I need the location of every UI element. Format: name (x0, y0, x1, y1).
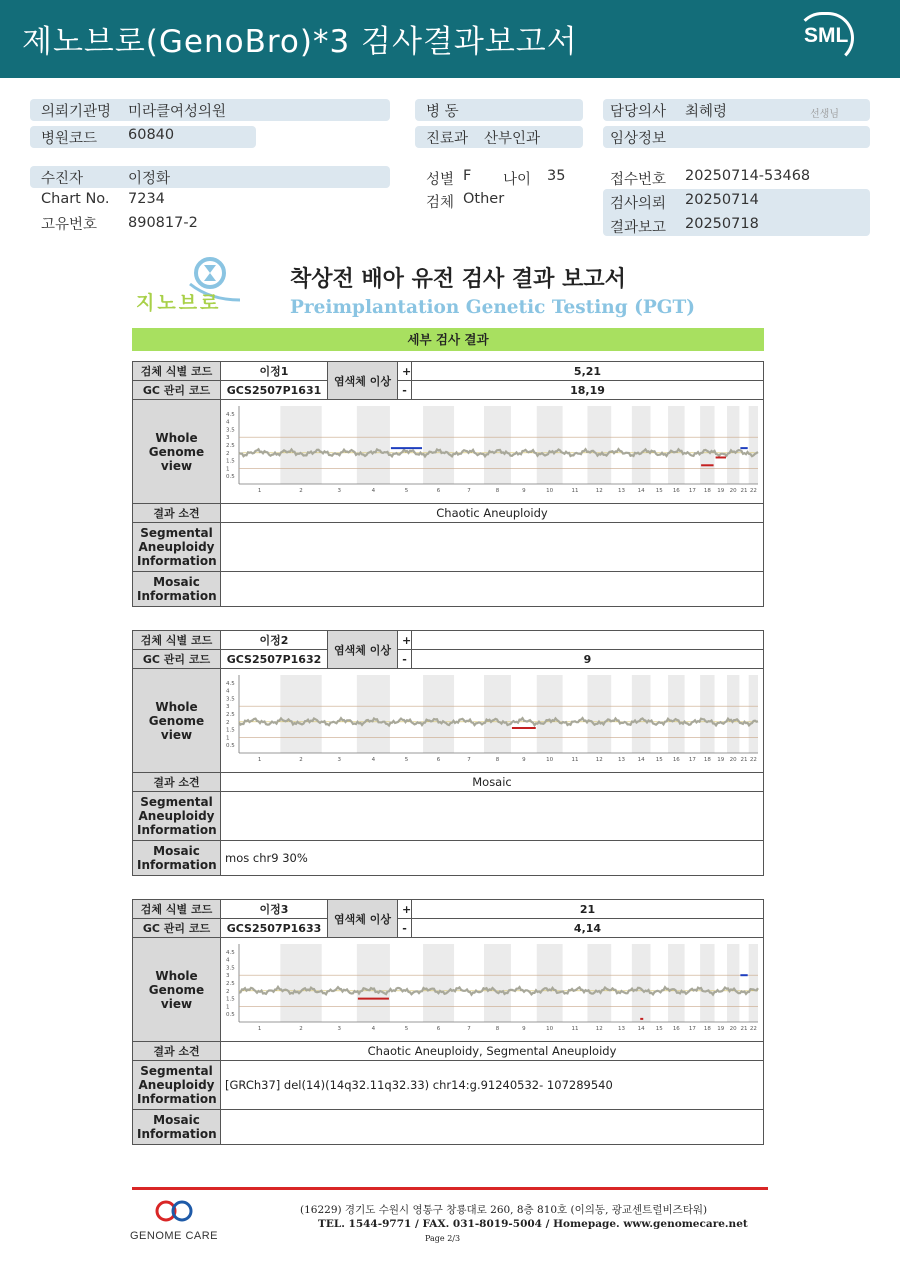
chromosome-band (587, 944, 611, 1022)
x-tick-label: 13 (618, 1026, 626, 1032)
chromosome-band (632, 675, 651, 753)
y-tick-label: 3 (226, 704, 230, 711)
x-tick-label: 18 (703, 1026, 711, 1032)
y-tick-label: 2.5 (226, 981, 235, 987)
chrom-abn-label: 염색체 이상 (328, 900, 398, 938)
receipt-label: 접수번호 (610, 172, 667, 188)
gc-code-value: GCS2507P1632 (221, 650, 328, 669)
x-tick-label: 4 (371, 757, 376, 763)
y-tick-label: 4.5 (226, 949, 235, 956)
x-tick-label: 8 (495, 757, 500, 763)
chromosome-band (700, 406, 714, 484)
chromosome-band (749, 944, 758, 1022)
x-tick-label: 16 (672, 757, 680, 763)
report-value: 20250718 (685, 216, 759, 232)
chromosome-band (727, 944, 739, 1022)
x-tick-label: 7 (467, 488, 471, 494)
x-tick-label: 6 (436, 1026, 441, 1032)
y-tick-label: 1 (226, 735, 230, 742)
chromosome-band (357, 944, 390, 1022)
gc-code-value: GCS2507P1633 (221, 919, 328, 938)
gc-code-label: GC 관리 코드 (133, 381, 221, 400)
chromosome-band (484, 944, 511, 1022)
genobro-logo (134, 256, 249, 320)
chromosome-band (727, 406, 739, 484)
receipt-value: 20250714-53468 (685, 168, 811, 184)
x-tick-label: 1 (257, 757, 262, 763)
mosaic-value (221, 572, 764, 607)
footer-contact: TEL. 1544-9771 / FAX. 031-8019-5004 / Homepage. www.genomecare.net (318, 1218, 748, 1230)
loss-value: 18,19 (412, 381, 764, 400)
chromosome-band (700, 944, 714, 1022)
x-tick-label: 9 (522, 757, 526, 763)
y-tick-label: 4.5 (226, 680, 235, 687)
plus-sign: + (398, 362, 412, 381)
whole-genome-label: Whole Genome view (133, 400, 221, 504)
footer-address: (16229) 경기도 수원시 영통구 창룡대로 260, 8층 810호 (이의동, 광교센트럴비즈타워) (300, 1204, 708, 1216)
x-tick-label: 22 (749, 1026, 757, 1032)
y-tick-label: 3.5 (226, 965, 235, 972)
chromosome-band (537, 944, 563, 1022)
y-tick-label: 3 (226, 435, 230, 442)
chromosome-band (484, 675, 511, 753)
x-tick-label: 18 (703, 757, 711, 763)
x-tick-label: 20 (729, 757, 737, 763)
x-tick-label: 6 (436, 488, 441, 494)
genome-care-logo (130, 1198, 222, 1242)
sample-table-3 (132, 899, 764, 1145)
x-tick-label: 9 (522, 488, 526, 494)
sex-label: 성별 (426, 172, 455, 188)
x-tick-label: 2 (299, 488, 303, 494)
segmental-label: Segmental Aneuploidy Information (133, 1061, 221, 1110)
x-tick-label: 15 (655, 488, 663, 494)
dept-label: 진료과 (426, 131, 469, 147)
result-value: Mosaic (221, 773, 764, 792)
page-number: Page 2/3 (425, 1234, 461, 1243)
y-tick-label: 4 (226, 688, 230, 695)
x-tick-label: 3 (337, 1026, 342, 1032)
section-heading: 세부 검사 결과 (132, 328, 764, 351)
x-tick-label: 13 (618, 757, 626, 763)
x-tick-label: 15 (655, 757, 663, 763)
id-label: 고유번호 (41, 217, 98, 233)
whole-genome-view (221, 938, 764, 1042)
x-tick-label: 8 (495, 488, 500, 494)
sample-code-label: 검체 식별 코드 (133, 900, 221, 919)
gc-code-label: GC 관리 코드 (133, 650, 221, 669)
mosaic-label: Mosaic Information (133, 572, 221, 607)
segmental-label: Segmental Aneuploidy Information (133, 792, 221, 841)
result-value: Chaotic Aneuploidy (221, 504, 764, 523)
segmental-label: Segmental Aneuploidy Information (133, 523, 221, 572)
x-tick-label: 4 (371, 488, 376, 494)
x-tick-label: 22 (749, 488, 757, 494)
x-tick-label: 10 (546, 488, 554, 494)
x-tick-label: 10 (546, 1026, 554, 1032)
x-tick-label: 22 (749, 757, 757, 763)
chromosome-band (537, 675, 563, 753)
chart-label: Chart No. (41, 191, 110, 207)
y-tick-label: 2 (226, 450, 230, 457)
mosaic-label: Mosaic Information (133, 1110, 221, 1145)
age-label: 나이 (503, 172, 532, 188)
x-tick-label: 3 (337, 488, 342, 494)
chromosome-band (727, 675, 739, 753)
x-tick-label: 8 (495, 1026, 500, 1032)
dept-value: 산부인과 (484, 131, 541, 147)
pgt-title-korean: 착상전 배아 유전 검사 결과 보고서 (290, 267, 626, 292)
chromosome-band (357, 675, 390, 753)
gain-value: 5,21 (412, 362, 764, 381)
minus-sign: - (398, 381, 412, 400)
minus-sign: - (398, 919, 412, 938)
chromosome-band (700, 675, 714, 753)
chart-value: 7234 (128, 191, 165, 207)
loss-value: 4,14 (412, 919, 764, 938)
y-tick-label: 1 (226, 466, 230, 473)
x-tick-label: 1 (257, 488, 262, 494)
y-tick-label: 3.5 (226, 696, 235, 703)
x-tick-label: 2 (299, 757, 303, 763)
y-tick-label: 1.5 (226, 996, 235, 1003)
x-tick-label: 17 (688, 488, 696, 494)
info-bar (30, 166, 390, 188)
y-tick-label: 0.5 (226, 743, 235, 750)
loss-value: 9 (412, 650, 764, 669)
whole-genome-label: Whole Genome view (133, 669, 221, 773)
hospital-code-label: 병원코드 (41, 131, 98, 147)
chromosome-band (632, 406, 651, 484)
x-tick-label: 4 (371, 1026, 376, 1032)
report-title: 제노브로(GenoBro)*3 검사결과보고서 (22, 24, 578, 60)
sample-code-value: 이정3 (221, 900, 328, 919)
chromosome-band (423, 406, 454, 484)
chromosome-band (484, 406, 511, 484)
x-tick-label: 21 (740, 488, 748, 494)
gc-code-value: GCS2507P1631 (221, 381, 328, 400)
x-tick-label: 10 (546, 757, 554, 763)
y-tick-label: 1.5 (226, 458, 235, 465)
institution-label: 의뢰기관명 (41, 104, 112, 120)
pgt-title-english: Preimplantation Genetic Testing (PGT) (290, 297, 696, 318)
x-tick-label: 15 (655, 1026, 663, 1032)
doctor-suffix: 선생님 (810, 109, 839, 120)
sample-code-value: 이정1 (221, 362, 328, 381)
y-tick-label: 1.5 (226, 727, 235, 734)
specimen-value: Other (463, 191, 505, 207)
x-tick-label: 21 (740, 1026, 748, 1032)
y-tick-label: 2.5 (226, 712, 235, 718)
x-tick-label: 14 (637, 757, 645, 763)
x-tick-label: 2 (299, 1026, 303, 1032)
x-tick-label: 19 (717, 1026, 725, 1032)
clinical-label: 임상정보 (610, 131, 667, 147)
x-tick-label: 11 (571, 757, 579, 763)
x-tick-label: 7 (467, 757, 471, 763)
ward-label: 병 동 (426, 104, 459, 120)
institution-value: 미라클여성의원 (128, 104, 227, 120)
age-value: 35 (547, 168, 566, 184)
y-tick-label: 2 (226, 719, 230, 726)
mosaic-label: Mosaic Information (133, 841, 221, 876)
x-tick-label: 20 (729, 1026, 737, 1032)
specimen-label: 검체 (426, 195, 455, 211)
sample-table-1 (132, 361, 764, 607)
hospital-code-value: 60840 (128, 127, 175, 143)
chromosome-band (280, 675, 321, 753)
genome-care-name: GENOME CARE (130, 1230, 219, 1242)
chrom-abn-label: 염색체 이상 (328, 362, 398, 400)
chrom-abn-label: 염색체 이상 (328, 631, 398, 669)
x-tick-label: 21 (740, 757, 748, 763)
gain-value: 21 (412, 900, 764, 919)
whole-genome-label: Whole Genome view (133, 938, 221, 1042)
subject-label: 수진자 (41, 171, 84, 187)
whole-genome-view (221, 669, 764, 773)
doctor-value: 최혜령 (685, 104, 728, 120)
x-tick-label: 14 (637, 488, 645, 494)
x-tick-label: 1 (257, 1026, 262, 1032)
request-label: 검사의뢰 (610, 196, 667, 212)
x-tick-label: 17 (688, 757, 696, 763)
genobro-logo-text: 지노브로 (136, 292, 222, 314)
footer-divider (132, 1187, 768, 1190)
segmental-value (221, 792, 764, 841)
x-tick-label: 16 (672, 488, 680, 494)
x-tick-label: 13 (618, 488, 626, 494)
x-tick-label: 12 (595, 488, 603, 494)
plus-sign: + (398, 900, 412, 919)
y-tick-label: 1 (226, 1004, 230, 1011)
chromosome-band (357, 406, 390, 484)
id-value: 890817-2 (128, 215, 198, 231)
y-tick-label: 3.5 (226, 427, 235, 434)
chromosome-band (749, 675, 758, 753)
x-tick-label: 17 (688, 1026, 696, 1032)
chromosome-band (280, 406, 321, 484)
genome-care-logo-icon (130, 1198, 222, 1228)
report-header (0, 0, 900, 78)
sex-value: F (463, 168, 472, 184)
minus-sign: - (398, 650, 412, 669)
mosaic-value (221, 1110, 764, 1145)
subject-value: 이정화 (128, 171, 171, 187)
whole-genome-view (221, 400, 764, 504)
chromosome-band (668, 944, 685, 1022)
mosaic-value: mos chr9 30% (221, 841, 764, 876)
y-tick-label: 3 (226, 973, 230, 980)
chromosome-band (668, 406, 685, 484)
request-value: 20250714 (685, 192, 759, 208)
chromosome-band (587, 406, 611, 484)
y-tick-label: 0.5 (226, 474, 235, 481)
x-tick-label: 5 (404, 488, 409, 494)
segmental-value: [GRCh37] del(14)(14q32.11q32.33) chr14:g.91240532- 107289540 (221, 1061, 764, 1110)
x-tick-label: 18 (703, 488, 711, 494)
chromosome-band (749, 406, 758, 484)
chromosome-band (587, 675, 611, 753)
plus-sign: + (398, 631, 412, 650)
x-tick-label: 5 (404, 1026, 409, 1032)
result-value: Chaotic Aneuploidy, Segmental Aneuploidy (221, 1042, 764, 1061)
y-tick-label: 0.5 (226, 1012, 235, 1019)
x-tick-label: 6 (436, 757, 441, 763)
sml-logo: SML (804, 24, 849, 47)
y-tick-label: 2 (226, 988, 230, 995)
gc-code-label: GC 관리 코드 (133, 919, 221, 938)
y-tick-label: 2.5 (226, 443, 235, 449)
chromosome-band (280, 944, 321, 1022)
sample-code-label: 검체 식별 코드 (133, 362, 221, 381)
x-tick-label: 7 (467, 1026, 471, 1032)
chromosome-band (537, 406, 563, 484)
y-tick-label: 4 (226, 419, 230, 426)
x-tick-label: 14 (637, 1026, 645, 1032)
result-label: 결과 소견 (133, 504, 221, 523)
genome-plot (221, 669, 764, 769)
doctor-label: 담당의사 (610, 104, 667, 120)
x-tick-label: 12 (595, 757, 603, 763)
x-tick-label: 9 (522, 1026, 526, 1032)
gain-value (412, 631, 764, 650)
result-label: 결과 소견 (133, 1042, 221, 1061)
genome-plot (221, 400, 764, 500)
x-tick-label: 11 (571, 1026, 579, 1032)
report-label: 결과보고 (610, 220, 667, 236)
x-tick-label: 5 (404, 757, 409, 763)
y-tick-label: 4.5 (226, 411, 235, 418)
chromosome-band (668, 675, 685, 753)
y-tick-label: 4 (226, 957, 230, 964)
chromosome-band (632, 944, 651, 1022)
sample-code-label: 검체 식별 코드 (133, 631, 221, 650)
x-tick-label: 19 (717, 488, 725, 494)
sample-code-value: 이정2 (221, 631, 328, 650)
genome-plot (221, 938, 764, 1038)
chromosome-band (423, 675, 454, 753)
x-tick-label: 3 (337, 757, 342, 763)
result-label: 결과 소견 (133, 773, 221, 792)
x-tick-label: 20 (729, 488, 737, 494)
sample-table-2 (132, 630, 764, 876)
x-tick-label: 16 (672, 1026, 680, 1032)
x-tick-label: 19 (717, 757, 725, 763)
x-tick-label: 12 (595, 1026, 603, 1032)
x-tick-label: 11 (571, 488, 579, 494)
segmental-value (221, 523, 764, 572)
chromosome-band (423, 944, 454, 1022)
